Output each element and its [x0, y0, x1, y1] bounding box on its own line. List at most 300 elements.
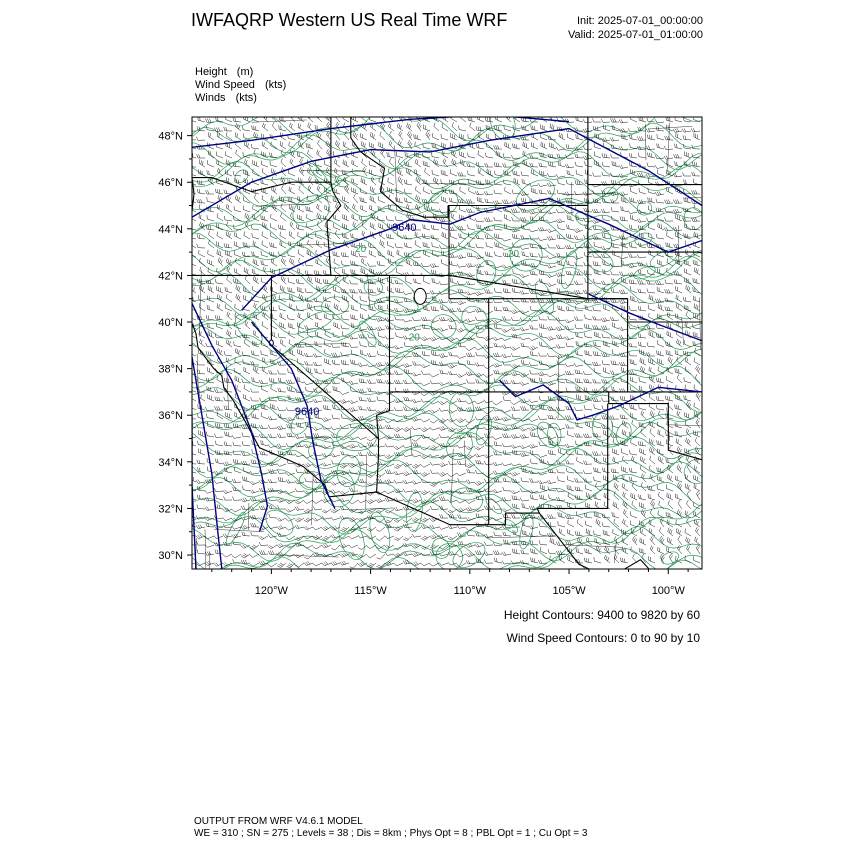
wind-barb	[197, 361, 205, 365]
wind-barb	[511, 434, 520, 438]
wind-barb	[485, 163, 493, 167]
wind-barb	[556, 373, 565, 377]
wind-barb	[404, 189, 412, 194]
wind-barb	[245, 275, 250, 284]
wind-barb	[288, 387, 296, 392]
wind-barb	[612, 422, 619, 428]
wind-barb	[422, 351, 430, 356]
wind-barb	[502, 380, 511, 384]
wind-barb	[692, 172, 700, 176]
wind-barb	[467, 199, 476, 203]
wind-barb	[541, 485, 548, 492]
wind-barb	[637, 137, 646, 141]
wind-barb	[457, 355, 466, 358]
wind-barb	[522, 125, 529, 131]
wind-barb	[349, 381, 358, 385]
wind-barb	[262, 195, 268, 203]
wind-barb	[539, 324, 547, 329]
wind-barb	[349, 517, 358, 522]
wind-barb	[322, 561, 331, 565]
wind-barb	[296, 469, 304, 474]
wind-barb	[199, 159, 205, 167]
wind-barb	[622, 466, 629, 473]
wind-barb	[295, 563, 304, 567]
wind-barb	[278, 505, 287, 509]
wind-barb	[512, 234, 520, 239]
wind-barb	[520, 498, 529, 501]
wind-barb	[601, 326, 610, 330]
wind-barb	[394, 464, 403, 469]
wind-barb	[529, 427, 538, 432]
wind-barb	[421, 419, 430, 422]
wind-barb	[385, 425, 394, 429]
wind-barb	[190, 285, 196, 293]
wind-barb	[566, 450, 574, 455]
county-border	[277, 555, 339, 557]
height-contour	[192, 415, 196, 569]
wind-barb	[448, 227, 457, 231]
wind-barb	[687, 518, 692, 527]
wind-barb	[441, 179, 448, 185]
wind-barb	[288, 323, 295, 329]
wind-barb	[640, 502, 647, 509]
wind-barb	[376, 461, 385, 465]
wind-barb	[641, 429, 646, 437]
wind-barb	[331, 545, 340, 550]
wind-barb	[649, 556, 655, 563]
wind-barb	[656, 405, 664, 410]
wind-barb	[522, 503, 529, 509]
wind-barb	[547, 229, 556, 233]
lat-tick-label: 36°N	[158, 410, 183, 423]
wind-barb	[412, 437, 421, 441]
wind-barb	[466, 507, 475, 511]
wind-barb	[241, 554, 250, 559]
wind-barb	[216, 459, 224, 464]
wind-barb	[694, 430, 701, 437]
wind-barb	[647, 289, 655, 294]
wind-barb	[632, 420, 637, 428]
wind-barb	[224, 406, 232, 410]
wind-barb	[359, 406, 367, 410]
wind-barb	[639, 548, 646, 554]
wind-barb	[431, 360, 439, 365]
wind-barb	[341, 342, 349, 347]
wind-barb	[647, 352, 656, 356]
wind-barb	[307, 367, 313, 374]
wind-barb	[331, 535, 340, 539]
wind-barb	[449, 261, 457, 266]
wind-barb	[502, 338, 511, 341]
wind-barb	[262, 141, 268, 149]
wind-barb	[520, 274, 529, 278]
wind-barb	[442, 259, 448, 266]
wind-barb	[512, 414, 520, 419]
wind-barb	[620, 216, 628, 221]
lat-tick-label: 30°N	[158, 550, 183, 563]
wind-barb	[530, 163, 538, 167]
wind-barb	[341, 261, 349, 266]
wind-barb	[475, 317, 484, 321]
wind-barb	[556, 245, 565, 249]
wind-barb	[648, 305, 655, 311]
wind-barb	[565, 245, 574, 249]
wind-barb	[513, 144, 521, 149]
wind-barb	[278, 388, 286, 392]
wind-barb	[511, 463, 520, 466]
wind-barb	[485, 271, 493, 275]
wind-barb	[511, 155, 520, 159]
wind-barb	[503, 396, 511, 401]
wind-barb	[251, 388, 260, 392]
wind-barb	[441, 134, 448, 140]
wind-barb	[468, 153, 476, 158]
wind-barb	[485, 289, 494, 293]
wind-barb	[307, 303, 313, 311]
wind-barb	[403, 454, 412, 457]
wind-barb	[596, 546, 601, 555]
wind-barb	[280, 285, 286, 293]
wind-barb	[638, 270, 646, 275]
wind-barb	[531, 125, 538, 131]
wind-barb	[650, 509, 655, 518]
wind-barb	[335, 113, 340, 122]
wind-barb	[396, 152, 403, 158]
wind-barb	[335, 230, 340, 239]
wind-barb	[529, 419, 538, 422]
wind-barb	[449, 198, 457, 203]
wind-barb	[531, 188, 538, 194]
wind-barb	[613, 322, 620, 329]
wind-barb	[325, 205, 331, 212]
wind-barb	[631, 511, 638, 518]
wind-barb	[667, 493, 673, 500]
wind-barb	[612, 512, 619, 518]
wind-barb	[556, 272, 565, 276]
wind-barb	[460, 159, 466, 167]
wind-barb	[585, 315, 592, 321]
wind-barb	[459, 126, 467, 131]
wind-barb	[684, 377, 691, 383]
wind-barb	[493, 500, 502, 503]
wind-barb	[323, 405, 331, 410]
wind-barb	[575, 324, 583, 329]
wind-barb	[665, 217, 674, 221]
wind-barb	[352, 187, 359, 194]
wind-barb	[538, 560, 547, 564]
wind-barb	[196, 480, 205, 484]
wind-barb	[574, 363, 583, 366]
wind-barb	[502, 329, 511, 332]
wind-barb	[585, 350, 592, 356]
wind-barb	[486, 143, 493, 149]
wind-barb	[317, 150, 322, 158]
wind-barb	[529, 399, 538, 402]
wind-barb	[421, 472, 430, 477]
wind-barb	[691, 128, 700, 132]
wind-barb	[370, 142, 377, 149]
wind-barb	[613, 448, 620, 455]
wind-barb	[656, 208, 664, 212]
wind-barb	[538, 436, 547, 439]
wind-barb	[335, 140, 340, 149]
wind-barb	[466, 500, 475, 504]
wind-barb	[298, 249, 304, 257]
wind-barb	[476, 235, 484, 239]
wind-barb	[538, 416, 547, 420]
wind-barb	[423, 161, 430, 167]
wind-barb	[224, 423, 232, 428]
wind-barb	[430, 470, 439, 474]
wind-barb	[190, 240, 196, 248]
wind-barb	[503, 153, 511, 158]
wind-barb	[559, 133, 565, 141]
wind-barb	[430, 410, 439, 414]
wind-barb	[685, 249, 691, 257]
wind-barb	[196, 534, 205, 538]
wind-barb	[595, 538, 601, 545]
wind-barb	[574, 228, 583, 232]
wind-barb	[621, 134, 628, 140]
wind-barb	[442, 196, 449, 203]
wind-barb	[668, 528, 673, 536]
wind-barb	[379, 223, 385, 230]
wind-barb	[430, 525, 439, 529]
wind-barb	[448, 536, 457, 540]
wind-barb	[271, 385, 277, 392]
wind-barb	[272, 177, 277, 185]
wind-barb	[685, 367, 691, 375]
wind-barb	[286, 536, 295, 540]
wind-barb	[322, 417, 331, 421]
wind-barb	[349, 536, 358, 539]
wind-speed-contour	[223, 510, 248, 547]
wind-barb	[313, 362, 322, 366]
wind-barb	[343, 142, 349, 150]
wind-barb	[575, 531, 583, 536]
wind-barb	[575, 370, 583, 374]
wind-barb	[353, 204, 359, 212]
wind-barb	[282, 185, 287, 194]
wind-barb	[226, 204, 232, 212]
wind-barb	[505, 214, 511, 221]
wind-barb	[619, 290, 628, 294]
wind-barb	[611, 207, 619, 212]
wind-barb	[556, 407, 565, 411]
wind-barb	[611, 216, 619, 221]
wind-barb	[631, 187, 638, 194]
wind-barb	[199, 449, 206, 456]
wind-barb	[619, 256, 628, 259]
wind-barb	[531, 558, 538, 564]
wind-barb	[351, 315, 358, 321]
wind-barb	[494, 190, 502, 194]
wind-barb	[385, 552, 394, 555]
wind-barb	[621, 206, 628, 212]
wind-barb	[493, 273, 502, 277]
wind-barb	[227, 312, 232, 320]
wind-barb	[226, 357, 232, 365]
wind-barb	[493, 353, 502, 357]
wind-barb	[666, 458, 673, 464]
wind-barb	[190, 403, 196, 410]
wind-barb	[439, 472, 448, 477]
wind-barb	[683, 136, 691, 141]
wind-barb	[289, 231, 295, 239]
wind-barb	[576, 170, 583, 176]
wind-barb	[215, 279, 223, 284]
wind-barb	[421, 399, 430, 402]
wind-barb	[558, 305, 565, 311]
wind-barb	[448, 500, 457, 503]
wind-barb	[576, 332, 583, 338]
wind-barb	[683, 144, 691, 149]
wind-barb	[387, 305, 394, 311]
wind-barb	[277, 407, 286, 411]
wind-barb	[430, 380, 439, 384]
wind-barb	[505, 142, 511, 149]
wind-barb	[423, 125, 430, 131]
wind-barb	[448, 509, 457, 513]
wind-barb	[425, 168, 431, 176]
wind-barb	[268, 425, 277, 429]
wind-barb	[394, 407, 403, 411]
wind-barb	[341, 252, 349, 257]
wind-barb	[417, 122, 422, 131]
wind-barb	[236, 285, 241, 293]
wind-barb	[197, 460, 205, 464]
wind-barb	[577, 457, 583, 464]
wind-barb	[457, 508, 466, 513]
wind-barb	[379, 142, 385, 149]
wind-barb	[522, 179, 529, 185]
wind-barb	[512, 288, 520, 293]
map-content	[176, 104, 777, 622]
wind-barb	[468, 171, 476, 176]
wind-barb	[380, 132, 385, 140]
wind-barb	[521, 343, 529, 347]
lat-tick-label: 46°N	[158, 177, 183, 190]
wind-barb	[290, 159, 295, 168]
wind-barb	[467, 469, 475, 473]
wind-barb	[304, 554, 313, 559]
wind-barb	[494, 288, 502, 293]
wind-barb	[215, 441, 223, 446]
wind-barb	[484, 191, 493, 195]
wind-barb	[217, 412, 223, 420]
wind-barb	[493, 299, 502, 303]
wind-barb	[252, 125, 259, 131]
wind-barb	[494, 306, 502, 311]
wind-barb	[686, 500, 691, 509]
wind-barb	[611, 361, 619, 366]
wind-barb	[466, 319, 475, 323]
wind-barb	[252, 269, 259, 275]
wind-barb	[268, 416, 277, 420]
wind-barb	[466, 488, 475, 492]
wind-barb	[242, 441, 250, 446]
wind-barb	[575, 378, 583, 383]
wind-barb	[630, 359, 637, 365]
wind-barb	[521, 406, 530, 410]
wind-barb	[584, 333, 592, 338]
wind-barb	[250, 554, 259, 557]
wind-barb	[475, 191, 484, 195]
wind-barb	[251, 397, 259, 401]
wind-barb	[394, 536, 403, 541]
wind-barb	[232, 435, 241, 438]
wind-barb	[584, 405, 592, 410]
wind-barb	[666, 350, 673, 356]
wind-barb	[494, 145, 502, 149]
wind-barb	[389, 123, 395, 131]
wind-barb	[244, 141, 250, 149]
wind-barb	[512, 549, 520, 554]
wind-barb	[593, 379, 601, 383]
wind-barb	[511, 472, 520, 476]
wind-barb	[630, 404, 637, 410]
wind-barb	[601, 281, 610, 285]
wind-barb	[593, 307, 601, 311]
wind-barb	[458, 289, 466, 293]
wind-barb	[298, 205, 304, 212]
wind-barb	[486, 242, 493, 248]
wind-barb	[242, 351, 250, 356]
wind-barb	[430, 419, 439, 423]
state-border	[329, 492, 668, 590]
wind-barb	[308, 114, 313, 122]
wind-barb	[208, 132, 214, 140]
wind-barb	[313, 545, 322, 549]
wind-barb	[403, 489, 412, 492]
wind-barb	[340, 491, 349, 495]
wind-barb	[403, 319, 412, 322]
wind-barb	[394, 434, 403, 438]
wind-barb	[244, 170, 251, 177]
wind-barb	[199, 285, 205, 293]
wind-barb	[547, 346, 556, 349]
wind-barb	[610, 137, 619, 141]
wind-barb	[434, 123, 439, 131]
wind-barb	[223, 518, 232, 521]
wind-barb	[304, 545, 313, 548]
wind-speed-contour	[232, 167, 250, 185]
wind-barb	[694, 303, 700, 311]
wind-barb	[244, 367, 250, 374]
wind-barb	[512, 189, 520, 194]
wind-barb	[243, 486, 251, 491]
wind-barb	[565, 444, 574, 448]
wind-barb	[205, 490, 214, 493]
wind-barb	[207, 215, 214, 221]
lat-tick-label: 40°N	[158, 317, 183, 330]
wind-barb	[658, 547, 664, 554]
county-border	[298, 244, 349, 246]
wind-barb	[367, 353, 376, 357]
wind-barb	[359, 379, 367, 384]
wind-barb	[370, 186, 376, 194]
wind-barb	[666, 512, 673, 518]
wind-barb	[367, 398, 376, 402]
state-border	[537, 404, 607, 513]
wind-barb	[467, 253, 475, 258]
wind-barb	[650, 545, 655, 554]
wind-barb	[297, 287, 304, 293]
wind-barb	[280, 232, 286, 239]
wind-barb	[414, 134, 421, 140]
wind-barb	[306, 143, 313, 149]
wind-barb	[313, 518, 322, 522]
